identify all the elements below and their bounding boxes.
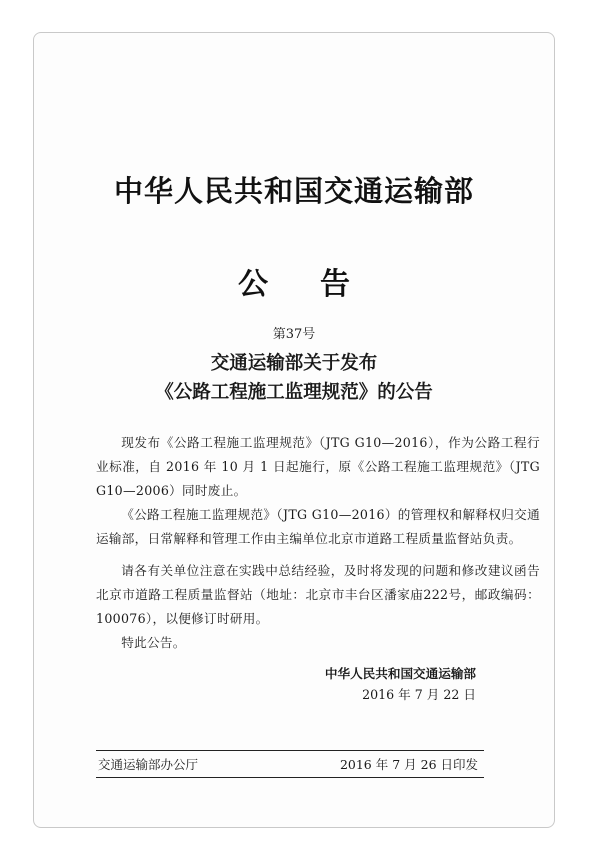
body-paragraph-1: 现发布《公路工程施工监理规范》（JTG G10—2016），作为公路工程行业标准，自 2016 年 10 月 1 日起施行，原《公路工程施工监理规范》（JTG G10—2006）同时废止。 [96, 435, 540, 498]
issuing-organization-title: 中华人民共和国交通运输部 [113, 174, 474, 208]
subject-line-2: 《公路工程施工监理规范》的公告 [155, 382, 433, 403]
notice-heading: 公告 [238, 267, 402, 302]
body-paragraph-2: 《公路工程施工监理规范》（JTG G10—2016）的管理权和解释权归交通运输部，日常解释和管理工作由主编单位北京市道路工程质量监督站负责。 [96, 507, 540, 546]
signature-date: 2016 年 7 月 22 日 [362, 687, 476, 702]
footer-top-rule [96, 750, 484, 751]
notice-subject [34, 349, 554, 407]
footer-issuer: 交通运输部办公厅 [98, 757, 199, 772]
subject-line-1: 交通运输部关于发布 [210, 353, 378, 374]
signature-organization: 中华人民共和国交通运输部 [324, 666, 476, 681]
footer-print-date: 2016 年 7 月 26 日印发 [339, 757, 478, 772]
signature-block [325, 663, 476, 705]
document-number: 第37号 [272, 327, 316, 342]
footer-bottom-rule [96, 777, 484, 778]
document-page [33, 32, 555, 828]
body-paragraph-4: 特此公告。 [121, 635, 186, 650]
body-paragraph-3: 请各有关单位注意在实践中总结经验，及时将发现的问题和修改建议函告北京市道路工程质量监督站（地址：北京市丰台区潘家庙222号，邮政编码：100076），以便修订时研用。 [96, 563, 540, 626]
notice-body [96, 431, 540, 655]
